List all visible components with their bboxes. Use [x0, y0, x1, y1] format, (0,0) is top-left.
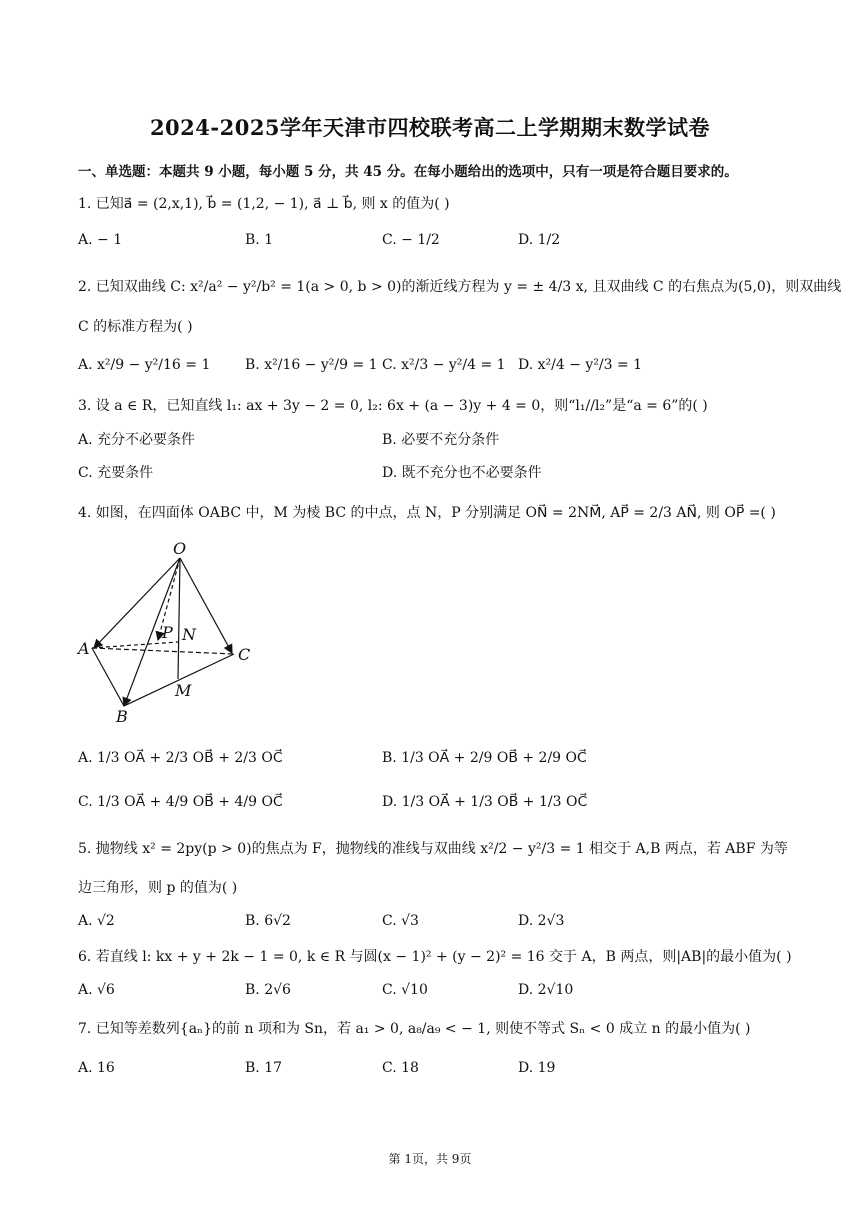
- q2-option-d: D. x²/4 − y²/3 = 1: [518, 357, 643, 373]
- q2-option-b: B. x²/16 − y²/9 = 1: [245, 357, 378, 373]
- q3-option-a: A. 充分不必要条件: [78, 432, 196, 448]
- q7-option-b: B. 17: [245, 1060, 283, 1076]
- question-2-stem-line1: 2. 已知双曲线 C: x²/a² − y²/b² = 1(a > 0, b > 0)的渐近线方程为 y = ± 4/3 x, 且双曲线 C 的右焦点为(5,0)，则双曲线: [78, 279, 842, 295]
- section-heading: 一、单选题：本题共 9 小题，每小题 5 分，共 45 分。在每小题给出的选项中，只有一项是符合题目要求的。: [78, 164, 738, 180]
- page-title: 2024-2025学年天津市四校联考高二上学期期末数学试卷: [149, 115, 711, 140]
- label-c: C: [238, 645, 251, 664]
- q3-option-b: B. 必要不充分条件: [382, 432, 500, 448]
- question-4-stem: 4. 如图，在四面体 OABC 中，M 为棱 BC 的中点，点 N，P 分别满足 ON⃗ = 2NM⃗, AP⃗ = 2/3 AN⃗, 则 OP⃗ =( ): [78, 505, 776, 521]
- q4-option-c: C. 1/3 OA⃗ + 4/9 OB⃗ + 4/9 OC⃗: [78, 794, 283, 810]
- q3-option-d: D. 既不充分也不必要条件: [382, 465, 542, 481]
- q5-option-c: C. √3: [382, 913, 419, 929]
- label-b: B: [116, 707, 128, 726]
- segment-an: [92, 642, 178, 648]
- q1-option-b: B. 1: [245, 232, 274, 248]
- question-3-stem: 3. 设 a ∈ R，已知直线 l₁: ax + 3y − 2 = 0, l₂: 6x + (a − 3)y + 4 = 0，则“l₁//l₂”是“a = 6”的( ): [78, 398, 708, 414]
- label-n: N: [182, 625, 196, 644]
- label-m: M: [175, 681, 192, 700]
- page-footer: 第 1页，共 9页: [388, 1152, 472, 1166]
- label-p: P: [162, 623, 173, 642]
- q4-option-d: D. 1/3 OA⃗ + 1/3 OB⃗ + 1/3 OC⃗: [382, 794, 588, 810]
- q7-option-a: A. 16: [78, 1060, 115, 1076]
- edge-ab: [92, 648, 124, 706]
- q7-option-d: D. 19: [518, 1060, 556, 1076]
- q6-option-d: D. 2√10: [518, 982, 574, 998]
- q6-option-a: A. √6: [78, 982, 115, 998]
- q2-option-a: A. x²/9 − y²/16 = 1: [78, 357, 211, 373]
- q4-option-b: B. 1/3 OA⃗ + 2/9 OB⃗ + 2/9 OC⃗: [382, 750, 587, 766]
- q7-option-c: C. 18: [382, 1060, 419, 1076]
- edge-ac: [92, 648, 234, 654]
- question-5-stem-line1: 5. 抛物线 x² = 2py(p > 0)的焦点为 F，抛物线的准线与双曲线 x²/2 − y²/3 = 1 相交于 A,B 两点，若 ABF 为等: [78, 841, 788, 857]
- question-6-stem: 6. 若直线 l: kx + y + 2k − 1 = 0, k ∈ R 与圆(x − 1)² + (y − 2)² = 16 交于 A，B 两点，则|AB|的最小值为( ): [78, 949, 792, 965]
- q5-option-b: B. 6√2: [245, 913, 291, 929]
- q3-option-c: C. 充要条件: [78, 465, 154, 481]
- q5-option-d: D. 2√3: [518, 913, 565, 929]
- tetrahedron-figure: [72, 536, 262, 731]
- segment-om: [178, 558, 180, 679]
- q1-option-d: D. 1/2: [518, 232, 561, 248]
- question-5-stem-line2: 边三角形，则 p 的值为( ): [78, 880, 238, 896]
- question-1-stem: 1. 已知a⃗ = (2,x,1), b⃗ = (1,2, − 1), a⃗ ⊥ b⃗, 则 x 的值为( ): [78, 196, 450, 212]
- q5-option-a: A. √2: [78, 913, 115, 929]
- label-o: O: [173, 539, 187, 558]
- q6-option-c: C. √10: [382, 982, 428, 998]
- question-2-stem-line2: C 的标准方程为( ): [78, 319, 193, 335]
- q1-option-c: C. − 1/2: [382, 232, 440, 248]
- q2-option-c: C. x²/3 − y²/4 = 1: [382, 357, 506, 373]
- q1-option-a: A. − 1: [78, 232, 123, 248]
- question-7-stem: 7. 已知等差数列{aₙ}的前 n 项和为 Sn，若 a₁ > 0, a₈/a₉ < − 1, 则使不等式 Sₙ < 0 成立 n 的最小值为( ): [78, 1021, 751, 1037]
- q4-option-a: A. 1/3 OA⃗ + 2/3 OB⃗ + 2/3 OC⃗: [78, 750, 283, 766]
- q6-option-b: B. 2√6: [245, 982, 291, 998]
- label-a: A: [78, 639, 90, 658]
